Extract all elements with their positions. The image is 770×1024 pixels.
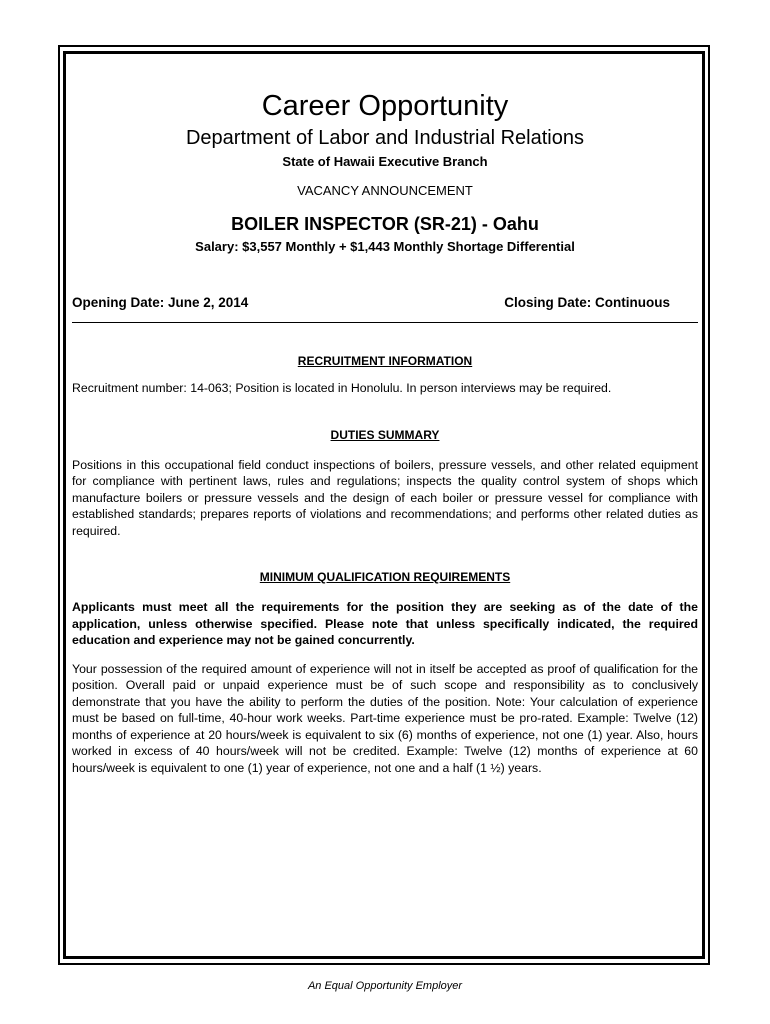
duties-text: Positions in this occupational field conduct inspections of boilers, pressure vessels, and other related equipment for compliance with pertinent laws, rules and regulations; inspects the quality control system of shops which manufacture boilers or pressure vessels and the design of each boiler or pressure vessel for compliance with established standards; prepares reports of violations and recommendations; and performs other related duties as required. [72,457,698,538]
recruitment-text: Recruitment number: 14-063; Position is located in Honolulu. In person interviews may be required. [72,381,612,395]
closing-date: Closing Date: Continuous [504,295,670,310]
department-name: Department of Labor and Industrial Relations [185,127,584,149]
dates-row [72,294,698,312]
page-title: Career Opportunity [261,90,509,122]
recruitment-heading: RECRUITMENT INFORMATION [297,354,473,368]
qualifications-notice: Applicants must meet all the requirements for the position they are seeking as of the date of the application, unless otherwise specified. Please note that unless specifically indicated, the required education and experience may not be gained concurrently. [72,600,698,647]
announcement-body [72,88,698,776]
qualifications-text: Your possession of the required amount of experience will not in itself be accepted as proof of qualification for the position. Overall paid or unpaid experience must be of such scope and responsibility as to conclusively demonstrate that you have the ability to perform the duties of the position. Note: Your calculation of experience must be based on full-time, 40-hour work weeks. Part-time experience must be pro-rated. Example: Twelve (12) months of experience at 20 hours/week is equivalent to six (6) months of experience, not one (1) year. Also, hours worked in excess of 40 hours/week will not be credited. Example: Twelve (12) months of experience at 60 hours/week is equivalent to one (1) year of experience, not one and a half (1 ½) years. [72,661,698,775]
announcement-type: VACANCY ANNOUNCEMENT [297,183,473,198]
qualifications-heading: MINIMUM QUALIFICATION REQUIREMENTS [259,570,511,584]
divider-line [72,322,698,323]
opening-date: Opening Date: June 2, 2014 [72,295,249,310]
branch-name: State of Hawaii Executive Branch [282,154,488,169]
job-title: BOILER INSPECTOR (SR-21) - Oahu [231,214,539,234]
salary-line: Salary: $3,557 Monthly + $1,443 Monthly Shortage Differential [195,239,575,254]
footer-text: An Equal Opportunity Employer [307,980,463,992]
duties-heading: DUTIES SUMMARY [330,427,440,442]
